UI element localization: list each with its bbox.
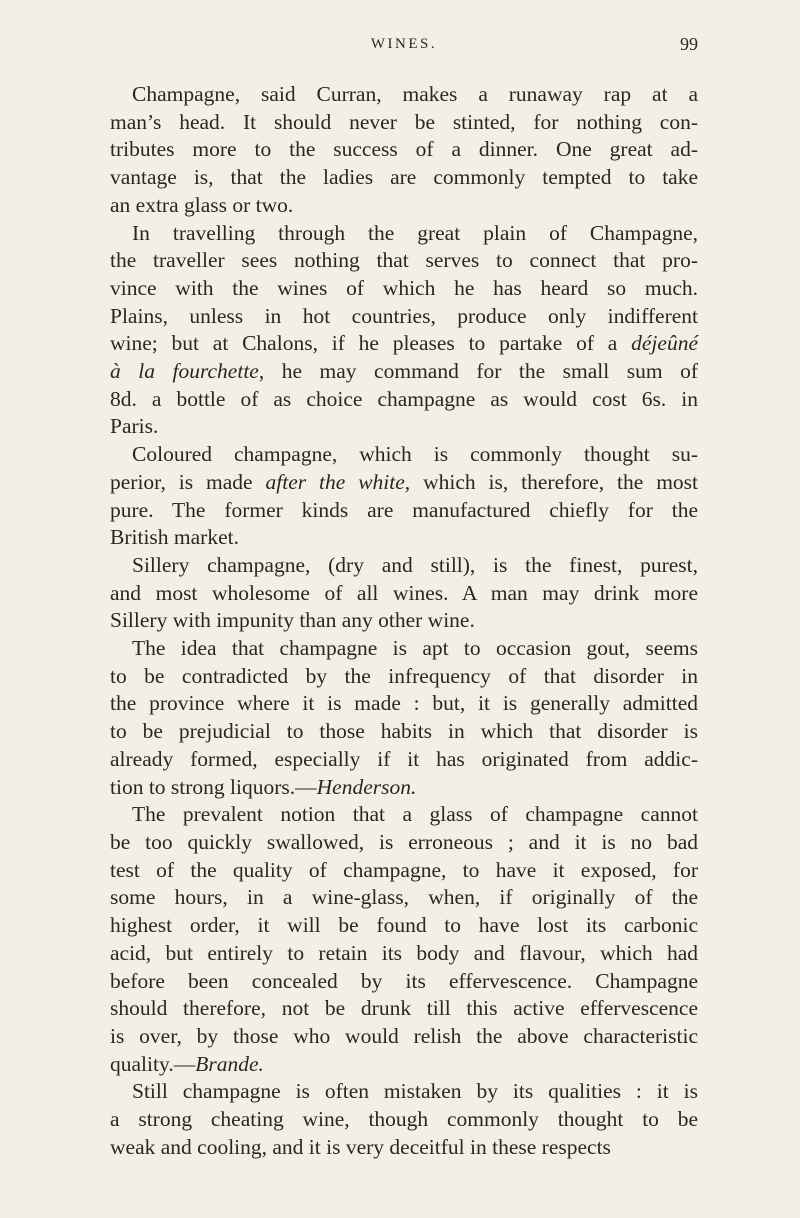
- text-line: [110, 469, 698, 497]
- text-line: [110, 275, 698, 303]
- running-head: [110, 28, 698, 68]
- text-line: [110, 607, 698, 635]
- text-segment: Still champagne is often mistaken by its qualities : it is: [132, 1079, 698, 1104]
- text-line: [110, 580, 698, 608]
- text-line: [110, 552, 698, 580]
- text-segment: Sillery with impunity than any other wine.: [110, 608, 475, 633]
- text-line: [110, 330, 698, 358]
- text-line: [110, 109, 698, 137]
- text-line: [110, 884, 698, 912]
- text-line: [110, 1134, 698, 1162]
- text-line: [110, 663, 698, 691]
- text-segment: highest order, it will be found to have lost its carbonic: [110, 913, 698, 938]
- text-line: [110, 220, 698, 248]
- text-line: [110, 81, 698, 109]
- text-segment: is over, by those who would relish the above characteristic: [110, 1023, 698, 1048]
- text-line: [110, 164, 698, 192]
- text-segment: the traveller sees nothing that serves to connect that pro-: [110, 248, 698, 273]
- paragraph: [110, 441, 698, 552]
- text-line: [110, 524, 698, 552]
- text-segment: British market.: [110, 525, 239, 550]
- text-line: [110, 413, 698, 441]
- text-segment: test of the quality of champagne, to have it exposed, for: [110, 857, 698, 882]
- text-line: [110, 635, 698, 663]
- text-segment: Coloured champagne, which is commonly thought su-: [132, 442, 698, 467]
- text-segment: already formed, especially if it has originated from addic-: [110, 746, 698, 771]
- body-text: [110, 81, 698, 1161]
- text-line: [110, 441, 698, 469]
- text-segment: The idea that champagne is apt to occasion gout, seems: [132, 636, 698, 661]
- text-segment: should therefore, not be drunk till this active effervescence: [110, 996, 698, 1021]
- text-line: [110, 1106, 698, 1134]
- text-segment: quality.—: [110, 1051, 196, 1076]
- text-segment: the province where it is made : but, it is generally admitted: [110, 691, 698, 716]
- text-segment: pure. The former kinds are manufactured chiefly for the: [110, 497, 698, 522]
- text-segment: , which is, therefore, the most: [404, 469, 699, 494]
- italic-text: à la fourchette: [110, 359, 259, 384]
- text-line: [110, 801, 698, 829]
- text-segment: acid, but entirely to retain its body and flavour, which had: [110, 940, 698, 965]
- text-line: [110, 1051, 698, 1079]
- paragraph: [110, 552, 698, 635]
- text-segment: weak and cooling, and it is very deceitful in these respects: [110, 1134, 611, 1159]
- text-line: [110, 1078, 698, 1106]
- text-segment: Champagne, said Curran, makes a runaway rap at a: [132, 82, 698, 106]
- text-line: [110, 940, 698, 968]
- paragraph: [110, 1078, 698, 1161]
- text-line: [110, 247, 698, 275]
- paragraph: [110, 220, 698, 442]
- text-segment: an extra glass or two.: [110, 192, 294, 217]
- text-line: [110, 497, 698, 525]
- text-segment: In travelling through the great plain of Champagne,: [132, 220, 698, 245]
- text-segment: , he may command for the small sum of: [258, 359, 699, 384]
- text-line: [110, 718, 698, 746]
- text-segment: vantage is, that the ladies are commonly tempted to take: [110, 165, 698, 190]
- text-line: [110, 358, 698, 386]
- text-segment: some hours, in a wine-glass, when, if originally of the: [110, 885, 698, 910]
- text-segment: a strong cheating wine, though commonly thought to be: [110, 1107, 698, 1132]
- text-line: [110, 136, 698, 164]
- text-line: [110, 746, 698, 774]
- text-segment: wine; but at Chalons, if he pleases to partake of a: [110, 331, 632, 356]
- text-segment: vince with the wines of which he has heard so much.: [110, 275, 698, 300]
- text-segment: perior, is made: [110, 469, 266, 494]
- text-line: [110, 690, 698, 718]
- text-segment: and most wholesome of all wines. A man may drink more: [110, 580, 698, 605]
- text-segment: man’s head. It should never be stinted, for nothing con-: [110, 109, 698, 134]
- text-segment: 8d. a bottle of as choice champagne as would cost 6s. in: [110, 386, 698, 411]
- text-line: [110, 192, 698, 220]
- paragraph: [110, 635, 698, 801]
- italic-text: after the white: [265, 469, 405, 494]
- paragraph: [110, 801, 698, 1078]
- text-line: [110, 386, 698, 414]
- text-segment: be too quickly swallowed, is erroneous ; and it is no bad: [110, 829, 698, 854]
- text-segment: tion to strong liquors.—: [110, 774, 317, 799]
- page-number: 99: [680, 34, 698, 54]
- text-segment: Plains, unless in hot countries, produce only indifferent: [110, 303, 698, 328]
- text-line: [110, 857, 698, 885]
- text-segment: Sillery champagne, (dry and still), is the finest, purest,: [132, 552, 698, 577]
- paragraph: [110, 81, 698, 220]
- text-line: [110, 1023, 698, 1051]
- italic-text: déjeûné: [631, 331, 698, 356]
- text-line: [110, 912, 698, 940]
- italic-text: Henderson.: [316, 774, 417, 799]
- text-line: [110, 968, 698, 996]
- running-title: WINES.: [370, 36, 438, 52]
- text-segment: to be prejudicial to those habits in which that disorder is: [110, 719, 698, 744]
- text-line: [110, 774, 698, 802]
- text-segment: The prevalent notion that a glass of champagne cannot: [132, 802, 698, 827]
- text-line: [110, 995, 698, 1023]
- italic-text: Brande.: [195, 1051, 264, 1076]
- text-segment: to be contradicted by the infrequency of that disorder in: [110, 663, 698, 688]
- text-segment: Paris.: [110, 414, 159, 439]
- text-line: [110, 303, 698, 331]
- text-segment: tributes more to the success of a dinner. One great ad-: [110, 137, 698, 162]
- text-segment: before been concealed by its effervescence. Champagne: [110, 968, 698, 993]
- text-line: [110, 829, 698, 857]
